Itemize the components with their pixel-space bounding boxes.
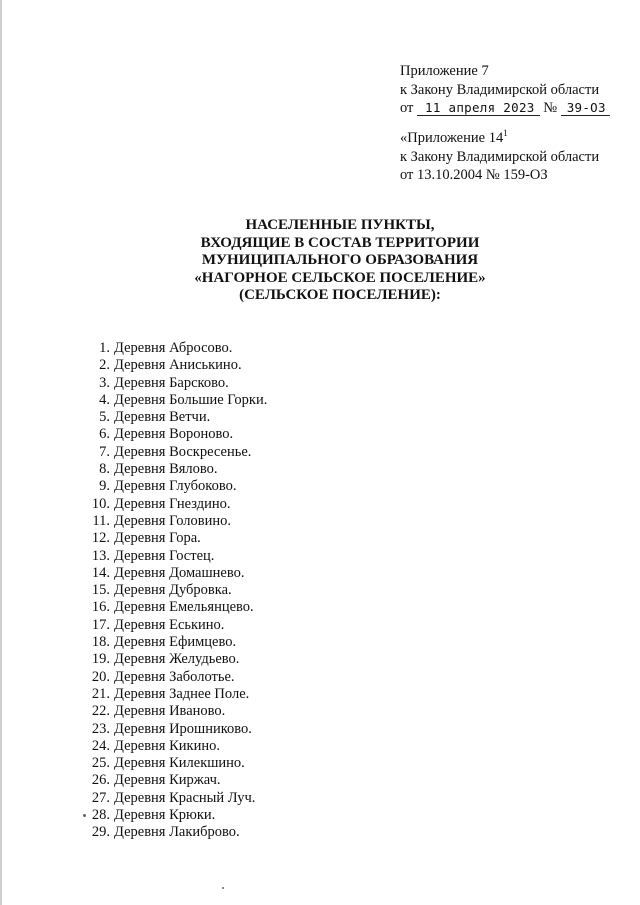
list-item-name: Деревня Заднее Поле. — [114, 685, 250, 702]
list-item-name: Деревня Барсково. — [114, 374, 229, 391]
list-item — [88, 478, 267, 495]
list-item — [88, 530, 267, 547]
list-item — [88, 409, 267, 426]
scan-speck — [222, 887, 224, 889]
list-item — [88, 651, 267, 668]
list-item-name: Деревня Вялово. — [114, 461, 218, 478]
list-item-name: Деревня Красный Луч. — [114, 789, 256, 806]
list-item-name: Деревня Домашнево. — [114, 564, 245, 581]
original-appendix-title: «Приложение $14^1$ — [400, 128, 508, 146]
list-item-name: Деревня Вороново. — [114, 426, 234, 443]
list-item-name: Деревня Заболотье. — [114, 668, 235, 685]
list-item — [88, 738, 267, 755]
list-item-name: Деревня Гора. — [114, 530, 201, 547]
list-item-name: Деревня Кикино. — [114, 737, 220, 754]
list-item — [88, 634, 267, 651]
list-item-name: Деревня Килекшино. — [114, 755, 245, 772]
law-number: 39-ОЗ — [561, 101, 610, 116]
scan-edge — [0, 0, 2, 905]
list-item-name: Деревня Иваново. — [114, 703, 226, 720]
list-item-number: 18. — [91, 634, 110, 651]
list-item-name: Деревня Головино. — [114, 512, 231, 529]
list-item-number: 7. — [99, 443, 110, 460]
appendix-title: Приложение 7 — [400, 63, 489, 79]
appendix-header — [400, 62, 635, 118]
list-item-name: Деревня Воскресенье. — [114, 443, 252, 460]
list-item — [88, 703, 267, 720]
list-item-number: 24. — [91, 737, 110, 754]
original-appendix-law: к Закону Владимирской области — [400, 148, 600, 165]
scan-speck — [83, 814, 86, 817]
list-item-name: Деревня Лакиброво. — [114, 824, 240, 841]
list-item-number: 20. — [91, 668, 110, 685]
document-title — [150, 217, 530, 305]
list-item — [88, 496, 267, 513]
list-item-number: 6. — [99, 426, 110, 443]
date-prefix: от — [400, 100, 414, 116]
list-item-number: 3. — [99, 374, 110, 391]
list-item-number: 2. — [99, 357, 110, 374]
list-item — [88, 426, 267, 443]
list-item — [88, 461, 267, 478]
list-item-number: 17. — [91, 616, 110, 633]
list-item-number: 27. — [91, 789, 110, 806]
list-item-name: Деревня Ветчи. — [114, 409, 211, 426]
list-item — [88, 721, 267, 738]
list-item-number: 25. — [91, 755, 110, 772]
list-item-number: 28. — [91, 807, 110, 824]
list-item — [88, 617, 267, 634]
list-item — [88, 772, 267, 789]
list-item — [88, 669, 267, 686]
list-item-name: Деревня Желудьево. — [114, 651, 240, 668]
list-item-number: 9. — [99, 478, 110, 495]
list-item-name: Деревня Большие Горки. — [114, 391, 268, 408]
list-item-name: Деревня Гнездино. — [114, 495, 231, 512]
appendix-date-line — [400, 99, 635, 118]
list-item-number: 11. — [92, 512, 110, 529]
list-item-name: Деревня Аниськино. — [114, 357, 242, 374]
title-line-4: «НАГОРНОЕ СЕЛЬСКОЕ ПОСЕЛЕНИЕ» — [194, 269, 486, 286]
list-item-number: 21. — [91, 685, 110, 702]
list-item-number: 10. — [91, 495, 110, 512]
list-item — [88, 565, 267, 582]
list-item-number: 22. — [91, 703, 110, 720]
list-item-number: 4. — [99, 391, 110, 408]
title-line-1: НАСЕЛЕННЫЕ ПУНКТЫ, — [245, 217, 435, 233]
date-value: 11 апреля 2023 — [417, 101, 540, 116]
title-line-5: (СЕЛЬСКОЕ ПОСЕЛЕНИЕ): — [239, 287, 441, 303]
number-sign: № — [543, 100, 558, 116]
list-item-number: 26. — [91, 772, 110, 789]
list-item-number: 15. — [91, 582, 110, 599]
title-line-2: ВХОДЯЩИЕ В СОСТАВ ТЕРРИТОРИИ — [200, 234, 480, 251]
list-item-number: 29. — [91, 824, 110, 841]
list-item — [88, 444, 267, 461]
list-item — [88, 582, 267, 599]
list-item-name: Деревня Крюки. — [114, 807, 216, 824]
list-item-name: Деревня Еськино. — [114, 616, 225, 633]
appendix-law: к Закону Владимирской области — [400, 81, 600, 98]
list-item — [88, 790, 267, 807]
list-item-number: 1. — [99, 340, 110, 356]
list-item-name: Деревня Абросово. — [114, 340, 233, 356]
list-item-name: Деревня Ефимцево. — [114, 634, 237, 651]
list-item — [88, 375, 267, 392]
list-item — [88, 340, 267, 357]
list-item-name: Деревня Дубровка. — [114, 582, 232, 599]
list-item-number: 8. — [99, 461, 110, 478]
original-appendix-date: от 13.10.2004 № 159-ОЗ — [400, 167, 548, 183]
list-item — [88, 357, 267, 374]
list-item-name: Деревня Глубоково. — [114, 478, 237, 495]
list-item — [88, 548, 267, 565]
list-item — [88, 513, 267, 530]
list-item — [88, 824, 267, 841]
list-item-number: 19. — [91, 651, 110, 668]
list-item-name: Деревня Ирошниково. — [114, 720, 252, 737]
settlement-list — [88, 340, 267, 842]
list-item — [88, 807, 267, 824]
list-item-number: 13. — [91, 547, 110, 564]
list-item-number: 14. — [91, 564, 110, 581]
list-item-number: 23. — [91, 720, 110, 737]
list-item-name: Деревня Гостец. — [114, 547, 215, 564]
title-line-3: МУНИЦИПАЛЬНОГО ОБРАЗОВАНИЯ — [201, 252, 479, 268]
list-item-number: 5. — [99, 409, 110, 426]
list-item — [88, 686, 267, 703]
list-item-number: 12. — [91, 530, 110, 547]
original-appendix-header — [400, 129, 635, 185]
superscript: 1 — [503, 128, 508, 139]
list-item-number: 16. — [91, 599, 110, 616]
list-item-name: Деревня Киржач. — [114, 772, 221, 789]
list-item-name: Деревня Емельянцево. — [114, 599, 254, 616]
list-item — [88, 392, 267, 409]
list-item — [88, 755, 267, 772]
list-item — [88, 599, 267, 616]
